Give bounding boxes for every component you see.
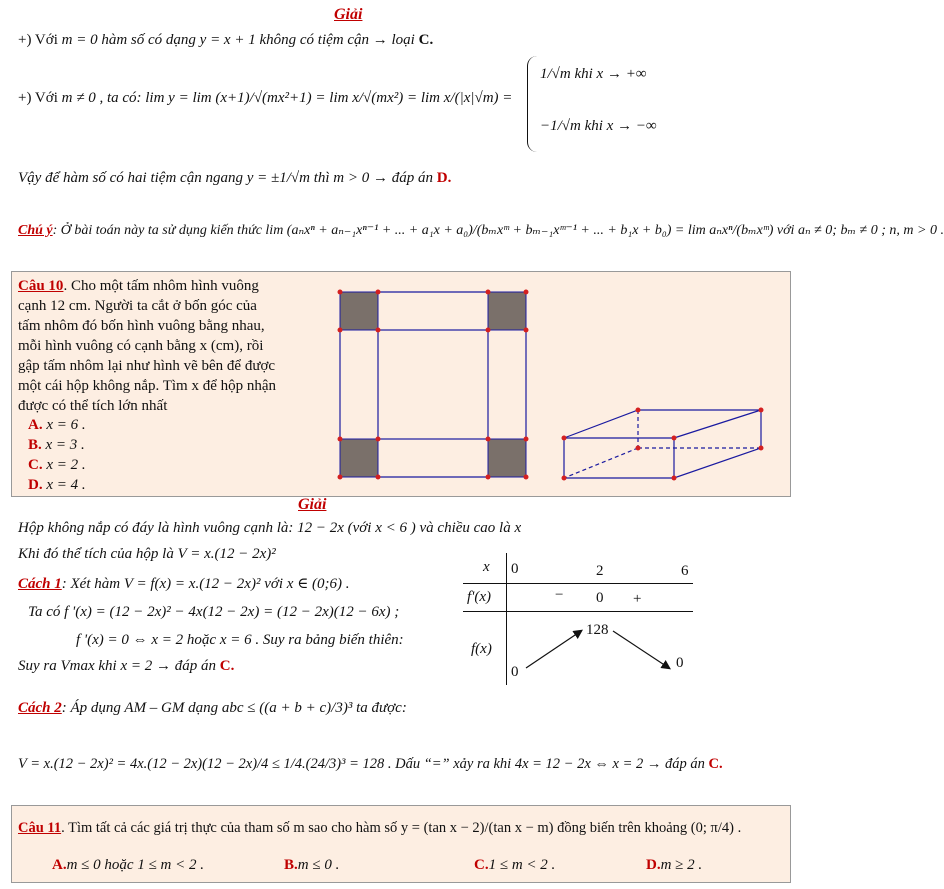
q11-option-b[interactable]: B.m ≤ 0 .	[284, 857, 340, 873]
conclusion-line: Vậy để hàm số có hai tiệm cận ngang y = ±1/√m thì m > 0 → đáp án D.	[18, 170, 452, 186]
q11-option-a[interactable]: A.m ≤ 0 hoặc 1 ≤ m < 2 .	[52, 857, 205, 873]
solution-heading-2: Giải	[298, 496, 327, 513]
variation-table: x f'(x) f(x) 0 2 6 − 0 + 0 128 0	[463, 553, 693, 685]
note-line: Chú ý: Ở bài toán này ta sử dụng kiến thức lim (aₙxⁿ + aₙ₋₁xⁿ⁻¹ + ... + a₁x + a₀)/(bₘxᵐ + bₘ₋₁xᵐ⁻¹ + ... + b₁x + b₀) = lim aₙxⁿ/(bₘxᵐ) với aₙ ≠ 0; bₘ ≠ 0 ; n, m > 0 .	[18, 223, 944, 238]
case-m-zero: +) Với m = 0 hàm số có dạng y = x + 1 không có tiệm cận → loại C.	[18, 32, 434, 48]
option-d[interactable]: D. x = 4 .	[28, 477, 86, 493]
question-11-text: Câu 11. Tìm tất cả các giá trị thực của tham số m sao cho hàm số y = (tan x − 2)/(tan x − m) đồng biến trên khoảng (0; π/4) .	[18, 820, 742, 836]
variation-arrows	[463, 553, 693, 685]
question-10-text: Câu 10. Cho một tấm nhôm hình vuông cạnh 12 cm. Người ta cắt ở bốn góc của tấm nhôm đó bốn hình vuông bằng nhau, mỗi hình vuông có cạnh bằng x (cm), rồi gập tấm nhôm lại như hình vẽ bên để được một cái hộp không nắp. Tìm x để hộp nhận được có thể tích lớn nhất	[18, 278, 277, 414]
limit-case-2: −1/√m khi x → −∞	[540, 118, 657, 134]
derivative-line: Ta có f '(x) = (12 − 2x)² − 4x(12 − 2x) = (12 − 2x)(12 − 6x) ;	[28, 604, 400, 620]
case-m-nonzero: +) Với m ≠ 0 , ta có: lim y = lim (x+1)/√(mx²+1) = lim x/√(mx²) = lim x/(|x|√m) =	[18, 90, 513, 106]
solution-heading: Giải	[334, 6, 363, 23]
am-gm-line: V = x.(12 − 2x)² = 4x.(12 − 2x)(12 − 2x)/4 ≤ 1/4.(24/3)³ = 128 . Dấu “=” xảy ra khi 4x = 12 − 2x ⇔ x = 2 → đáp án C.	[18, 756, 723, 772]
method-1-line: Cách 1: Xét hàm V = f(x) = x.(12 − 2x)² với x ∈ (0;6) .	[18, 576, 350, 592]
question-10-options	[28, 415, 86, 495]
solution-line-1: Hộp không nắp có đáy là hình vuông cạnh là: 12 − 2x (với x < 6 ) và chiều cao là x	[18, 520, 522, 536]
q11-option-c[interactable]: C.1 ≤ m < 2 .	[474, 857, 556, 873]
method-2-line: Cách 2: Áp dụng AM – GM dạng abc ≤ ((a + b + c)/3)³ ta được:	[18, 700, 407, 716]
corner-square	[340, 292, 378, 330]
option-b[interactable]: B. x = 3 .	[28, 437, 85, 453]
option-c[interactable]: C. x = 2 .	[28, 457, 86, 473]
max-line: Suy ra Vmax khi x = 2 → đáp án C.	[18, 658, 235, 674]
corner-square	[488, 439, 526, 477]
limit-case-1: 1/√m khi x → +∞	[540, 66, 647, 82]
corner-square	[488, 292, 526, 330]
solution-line-2: Khi đó thể tích của hộp là V = x.(12 − 2x)²	[18, 546, 276, 562]
option-a[interactable]: A. x = 6 .	[28, 417, 86, 433]
q11-option-d[interactable]: D.m ≥ 2 .	[646, 857, 703, 873]
flat-sheet-figure	[330, 282, 540, 487]
corner-square	[340, 439, 378, 477]
critical-points-line: f '(x) = 0 ⇔ x = 2 hoặc x = 6 . Suy ra bảng biến thiên:	[76, 632, 404, 648]
open-box-figure	[556, 402, 771, 484]
